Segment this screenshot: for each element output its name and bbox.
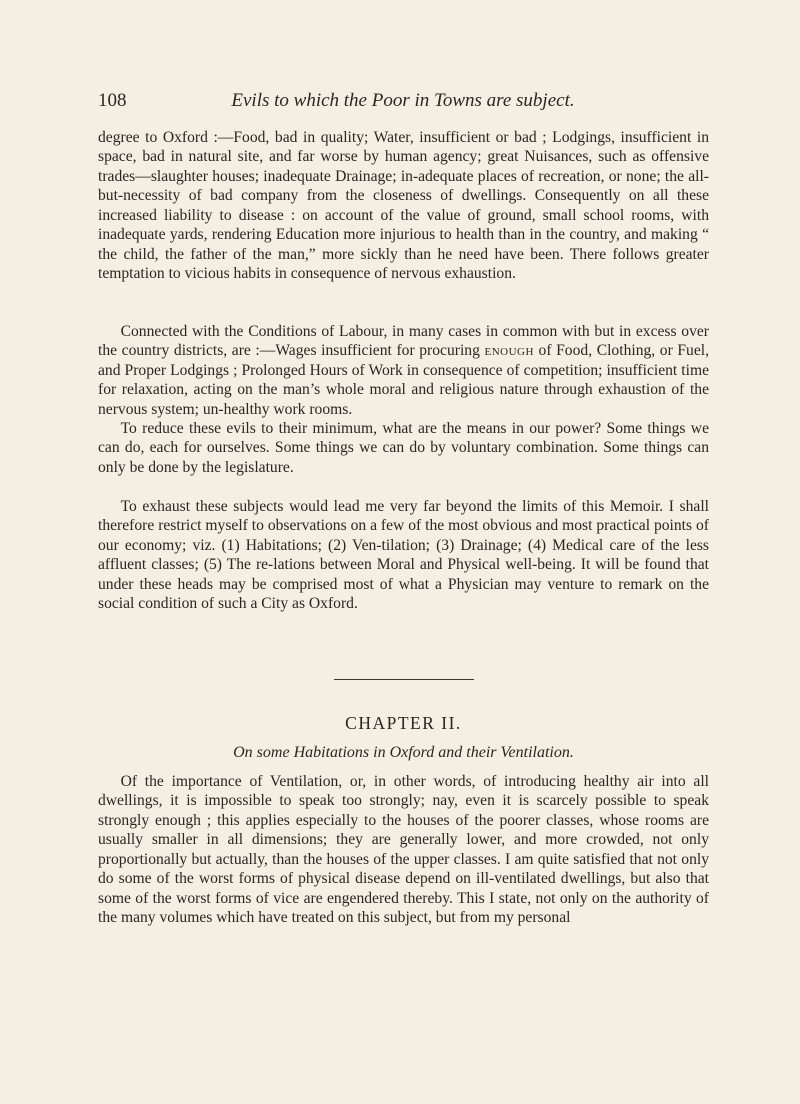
running-title: Evils to which the Poor in Towns are subject. — [231, 90, 575, 111]
chapter-title: On some Habitations in Oxford and their Ventilation. — [233, 744, 574, 761]
paragraph-memoir-scope: To exhaust these subjects would lead me very far beyond the limits of this Memoir. I shall therefore restrict myself to observations on a few of the most obvious and most practical points of our economy; viz. (1) Habitations; (2) Ven-tilation; (3) Drainage; (4) Medical care of the less affluent classes; (5) The re-lations between Moral and Physical well-being. It will be found that under these heads may be comprised most of what a Physician may venture to remark on the social condition of such a City as Oxford. — [98, 498, 709, 613]
small-caps-enough: enough — [484, 342, 534, 360]
page-number: 108 — [98, 90, 127, 111]
paragraph-reduce-evils: To reduce these evils to their minimum, what are the means in our power? Some things we can do, each for ourselves. Some things we can do by voluntary combination. Some things can only be done by the legislature. — [98, 420, 709, 476]
paragraph-conditions-of-labour — [98, 322, 709, 419]
labour-text-start: Connected with the Conditions of Labour, in many cases in common with but in excess over the country districts, are :—Wages insufficient for procuring — [98, 323, 709, 360]
chapter-heading: CHAPTER II. — [345, 713, 462, 733]
page-header — [98, 90, 708, 116]
labour-text-end: of Food, Clothing, or Fuel, and Proper Lodgings ; Prolonged Hours of Work in consequence of competition; insufficient time for relaxation, acting on the man’s whole moral and religious nature through exhaustion of the nervous system; un-healthy work rooms. — [98, 342, 710, 418]
paragraph-ventilation: Of the importance of Ventilation, or, in other words, of introducing healthy air into all dwellings, it is impossible to speak too strongly; nay, even it is scarcely possible to speak strongly enough ; this applies especially to the houses of the poorer classes, whose rooms are usually smaller in all dimensions; they are generally lower, and more crowded, not only proportionally but actually, than the houses of the upper classes. I am quite satisfied that not only do some of the worst forms of physical disease depend on ill-ventilated dwellings, but also that some of the worst forms of vice are engendered thereby. This I state, not only on the authority of the many volumes which have treated on this subject, but from my personal — [98, 773, 709, 927]
section-divider — [334, 679, 474, 680]
paragraph-evils-list: degree to Oxford :—Food, bad in quality; Water, insufficient or bad ; Lodgings, insufficient in space, bad in natural site, and far worse by human agency; great Nuisances, such as offensive trades—slaughter houses; inadequate Drainage; in-adequate places of recreation, or none; the all-but-necessity of bad company from the closeness of dwellings. Consequently on all these increased liability to disease : on account of the value of ground, small school rooms, with inadequate yards, rendering Education more injurious to health than in the country, and making “ the child, the father of the man,” more sickly than he need have been. There follows greater temptation to vicious habits in consequence of nervous exhaustion. — [98, 129, 709, 283]
